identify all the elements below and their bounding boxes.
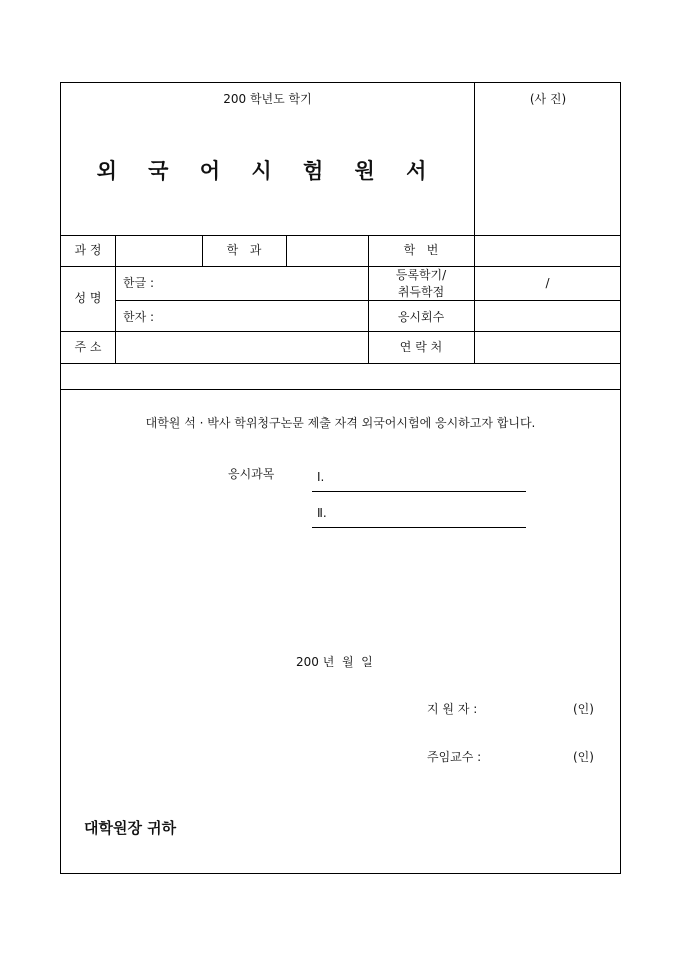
- subject-2-field[interactable]: Ⅱ.: [317, 506, 327, 520]
- form-title: 외 국 어 시 험 원 서: [96, 158, 439, 183]
- semester-label: 등록학기/: [395, 268, 447, 282]
- attempts-label: 응시회수: [397, 310, 445, 324]
- subjects-label: 응시과목: [228, 467, 275, 481]
- name-label: 성 명: [74, 291, 102, 305]
- subject-1-field[interactable]: Ⅰ.: [317, 470, 325, 484]
- applicant-seal[interactable]: (인): [573, 702, 594, 716]
- student-id-field[interactable]: [475, 236, 620, 266]
- applicant-label: 지 원 자 :: [427, 702, 478, 716]
- application-date: 200 년 월 일: [296, 655, 373, 669]
- contact-field[interactable]: [475, 332, 620, 363]
- attempts-field[interactable]: [475, 301, 620, 331]
- advisor-label: 주임교수 :: [427, 750, 482, 764]
- year-term-label: 200 학년도 학기: [223, 92, 312, 106]
- address-field[interactable]: [116, 332, 367, 363]
- student-id-label: 학 번: [403, 243, 439, 257]
- subject-2-underline: [312, 527, 526, 528]
- name-korean-field[interactable]: 한글 :: [123, 276, 155, 290]
- contact-label: 연 락 처: [399, 340, 443, 354]
- credits-label: 취득학점: [397, 285, 445, 299]
- application-statement: 대학원 석 · 박사 학위청구논문 제출 자격 외국어시험에 응시하고자 합니다.: [145, 416, 536, 430]
- semester-credits-field[interactable]: /: [545, 276, 550, 290]
- address-label: 주 소: [74, 340, 102, 354]
- department-field[interactable]: [287, 236, 367, 266]
- photo-placeholder: (사 진): [529, 92, 567, 106]
- subject-1-underline: [312, 491, 526, 492]
- course-field[interactable]: [116, 236, 201, 266]
- row-divider: [61, 266, 620, 267]
- course-label: 과 정: [74, 243, 102, 257]
- row-divider: [61, 363, 620, 364]
- name-hanja-field[interactable]: 한자 :: [123, 310, 155, 324]
- advisor-seal[interactable]: (인): [573, 750, 594, 764]
- application-form: [60, 82, 621, 874]
- addressee: 대학원장 귀하: [84, 819, 177, 837]
- department-label: 학 과: [226, 243, 262, 257]
- row-divider: [61, 389, 620, 390]
